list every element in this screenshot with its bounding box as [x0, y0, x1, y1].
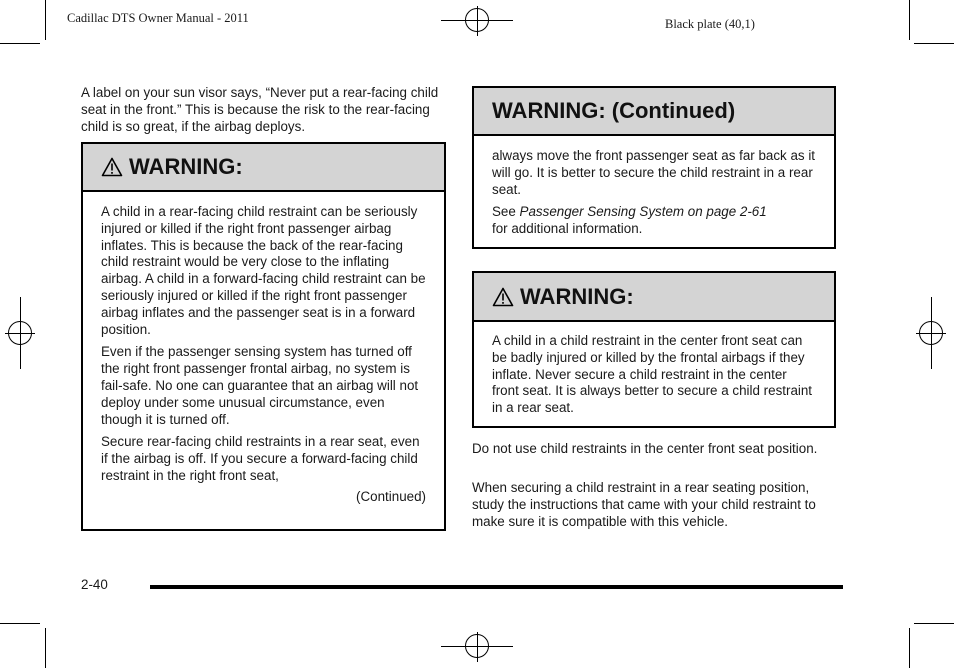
body-paragraph: When securing a child restraint in a rear seating position, study the instructions that came with your child restraint to make sure it is compatible with this vehicle.	[472, 480, 816, 529]
header-manual-title: Cadillac DTS Owner Manual - 2011	[67, 11, 249, 25]
warning-triangle-icon	[101, 157, 123, 177]
warning-paragraph: A child in a rear-facing child restraint can be seriously injured or killed if the right front passenger airbag inflates. This is because the back of the rear-facing child restraint would be very close to the inflating airbag. A child in a forward-facing child restraint can be seriously injured or killed if the right front passenger airbag inflates and the passenger seat is in a forward position.	[101, 204, 426, 337]
continued-label: (Continued)	[356, 488, 426, 504]
page-number: 2-40	[81, 577, 108, 592]
footer-rule	[150, 585, 843, 589]
intro-paragraph: A label on your sun visor says, “Never put a rear-facing child seat in the front.” This is because the risk to the rear-facing child is so great, if the airbag deploys.	[81, 85, 439, 134]
see-suffix: for additional information.	[492, 221, 643, 237]
warning-box	[81, 142, 446, 531]
warning-title: WARNING:	[129, 154, 243, 179]
warning-body	[83, 192, 444, 506]
warning-box-center-seat	[472, 271, 836, 428]
warning-continued-body	[474, 136, 834, 238]
warning-title: WARNING:	[520, 283, 634, 309]
warning-header	[83, 144, 444, 192]
body-paragraph: Do not use child restraints in the center front seat position.	[472, 441, 818, 456]
warning-body	[474, 322, 834, 417]
header-plate-info: Black plate (40,1)	[665, 17, 755, 31]
warning-continued-header	[474, 88, 834, 136]
warning-paragraph: A child in a child restraint in the center front seat can be badly injured or killed by the frontal airbags if they inflate. Never secure a child restraint in the center front seat. It is always better to secure a child restraint in a rear seat.	[492, 333, 813, 416]
warning-header	[474, 273, 834, 322]
warning-triangle-icon	[492, 287, 514, 307]
warning-paragraph: Secure rear-facing child restraints in a rear seat, even if the airbag is off. If you secure a forward-facing child restraint in the right front seat,	[101, 434, 420, 483]
see-prefix: See	[492, 204, 520, 220]
see-reference: Passenger Sensing System on page 2-61	[519, 204, 767, 220]
warning-continued-title: WARNING: (Continued)	[492, 98, 736, 123]
cross-reference	[492, 204, 816, 238]
warning-paragraph: Even if the passenger sensing system has turned off the right front passenger frontal airbag, no system is fail-safe. No one can guarantee that an airbag will not deploy under some unusual circumstance, even though it is turned off.	[101, 344, 419, 427]
warning-paragraph: always move the front passenger seat as far back as it will go. It is better to secure the child restraint in a rear seat.	[492, 148, 816, 197]
warning-continued-box	[472, 86, 836, 249]
